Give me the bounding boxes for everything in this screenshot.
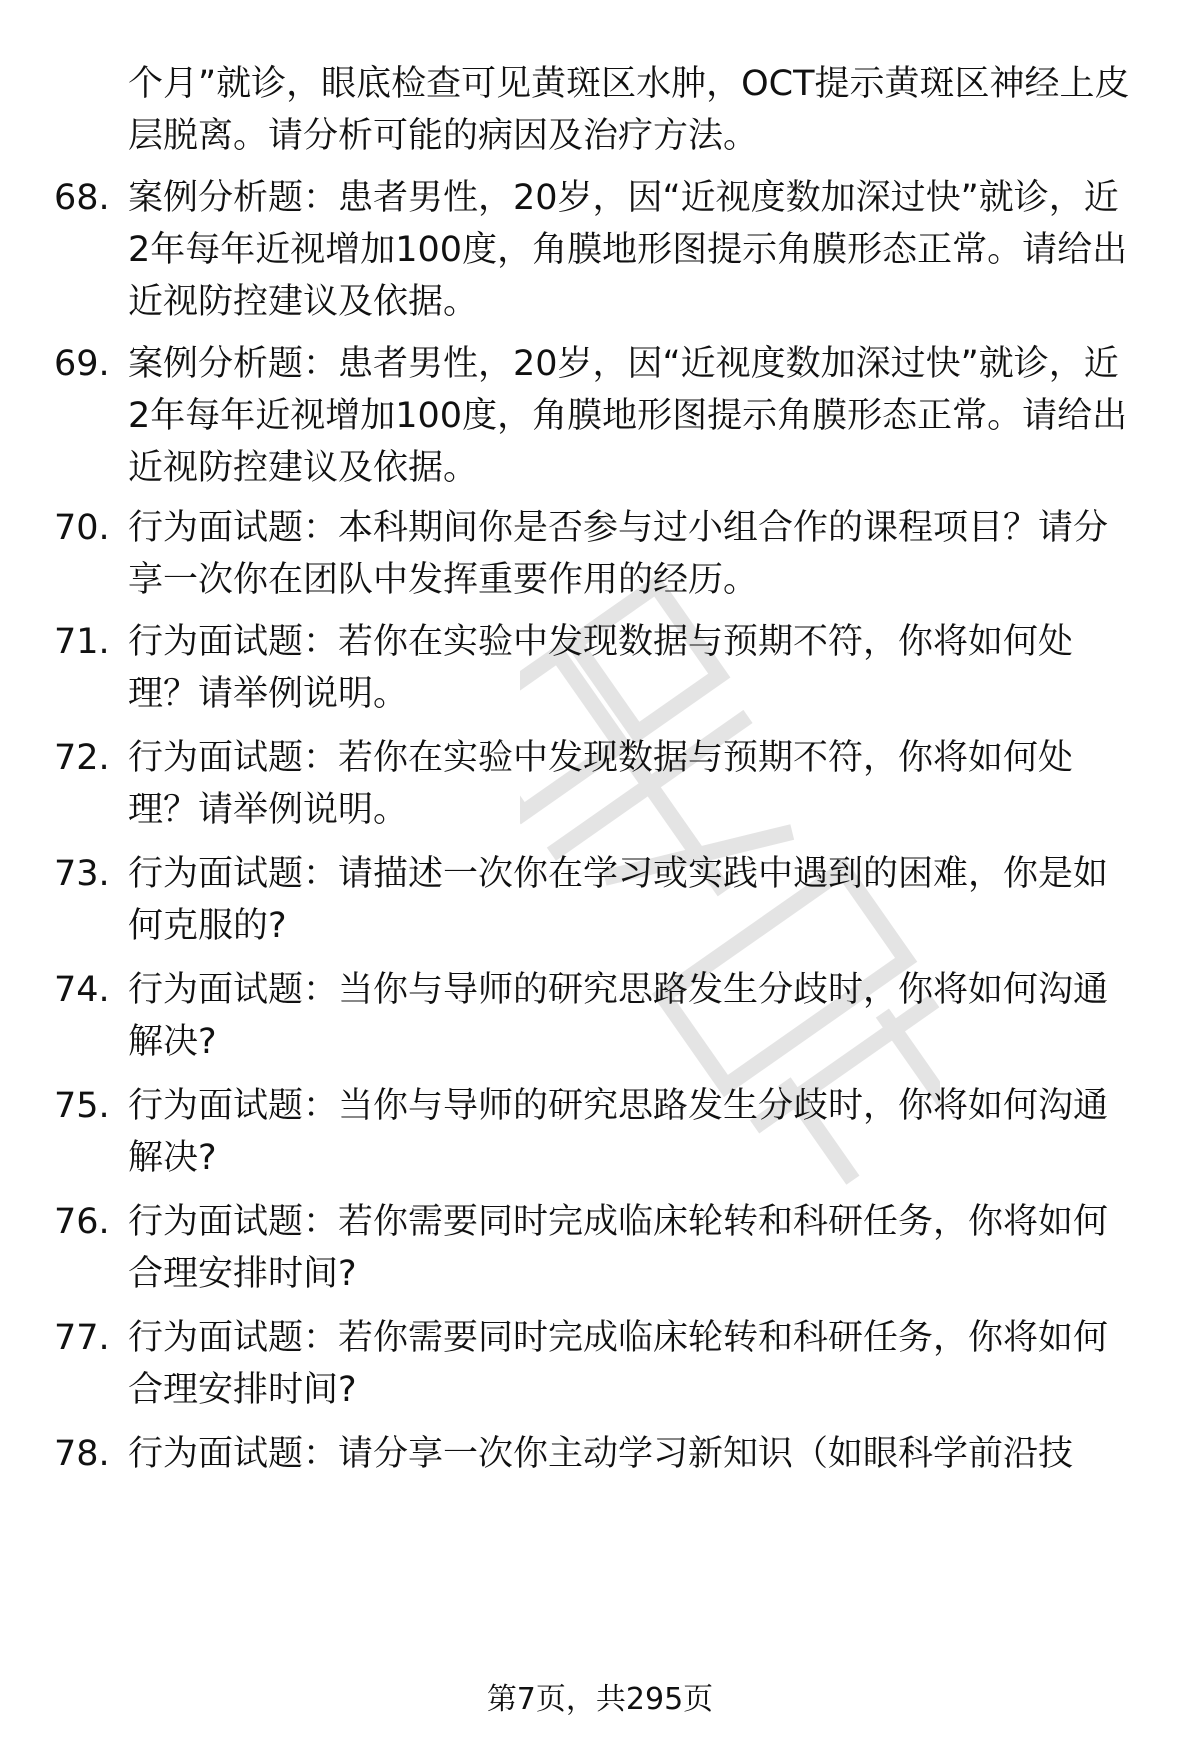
question-number: 73. [54, 854, 110, 894]
question-item [0, 502, 1200, 612]
question-item [0, 964, 1200, 1074]
question-text: 行为面试题：若你在实验中发现数据与预期不符，你将如何处理？请举例说明。 [128, 622, 1074, 714]
question-text: 行为面试题：本科期间你是否参与过小组合作的课程项目？请分享一次你在团队中发挥重要作用的经历。 [128, 508, 1109, 600]
question-item [0, 732, 1200, 842]
question-number: 70. [54, 508, 110, 548]
question-text: 行为面试题：若你在实验中发现数据与预期不符，你将如何处理？请举例说明。 [128, 738, 1074, 830]
question-item [0, 1080, 1200, 1190]
question-text: 行为面试题：若你需要同时完成临床轮转和科研任务，你将如何合理安排时间? [128, 1202, 1109, 1294]
question-item [0, 1428, 1200, 1488]
question-number: 78. [54, 1434, 110, 1474]
question-text: 案例分析题：患者男性，20岁，因“近视度数加深过快”就诊，近2年每年近视增加100度，角膜地形图提示角膜形态正常。请给出近视防控建议及依据。 [128, 344, 1128, 488]
question-item [0, 338, 1200, 488]
question-number: 74. [54, 970, 110, 1010]
question-item [0, 616, 1200, 726]
question-text: 行为面试题：请描述一次你在学习或实践中遇到的困难，你是如何克服的? [128, 854, 1109, 946]
question-number: 76. [54, 1202, 110, 1242]
question-continuation: 个月”就诊，眼底检查可见黄斑区水肿，OCT提示黄斑区神经上皮层脱离。请分析可能的病因及治疗方法。 [128, 64, 1130, 156]
question-text: 行为面试题：当你与导师的研究思路发生分歧时，你将如何沟通解决? [128, 970, 1109, 1062]
question-item [0, 1196, 1200, 1306]
question-text: 行为面试题：请分享一次你主动学习新知识（如眼科学前沿技 [128, 1434, 1074, 1474]
question-item [0, 848, 1200, 958]
question-number: 71. [54, 622, 110, 662]
question-number: 69. [54, 344, 110, 384]
question-number: 68. [54, 178, 110, 218]
question-text: 行为面试题：若你需要同时完成临床轮转和科研任务，你将如何合理安排时间? [128, 1318, 1109, 1410]
question-text: 案例分析题：患者男性，20岁，因“近视度数加深过快”就诊，近2年每年近视增加100度，角膜地形图提示角膜形态正常。请给出近视防控建议及依据。 [128, 178, 1128, 322]
question-number: 75. [54, 1086, 110, 1126]
page-indicator: 第7页，共295页 [486, 1682, 714, 1717]
question-number: 72. [54, 738, 110, 778]
question-item [0, 1312, 1200, 1422]
question-item [0, 172, 1200, 322]
question-text: 行为面试题：当你与导师的研究思路发生分歧时，你将如何沟通解决? [128, 1086, 1109, 1178]
question-number: 77. [54, 1318, 110, 1358]
